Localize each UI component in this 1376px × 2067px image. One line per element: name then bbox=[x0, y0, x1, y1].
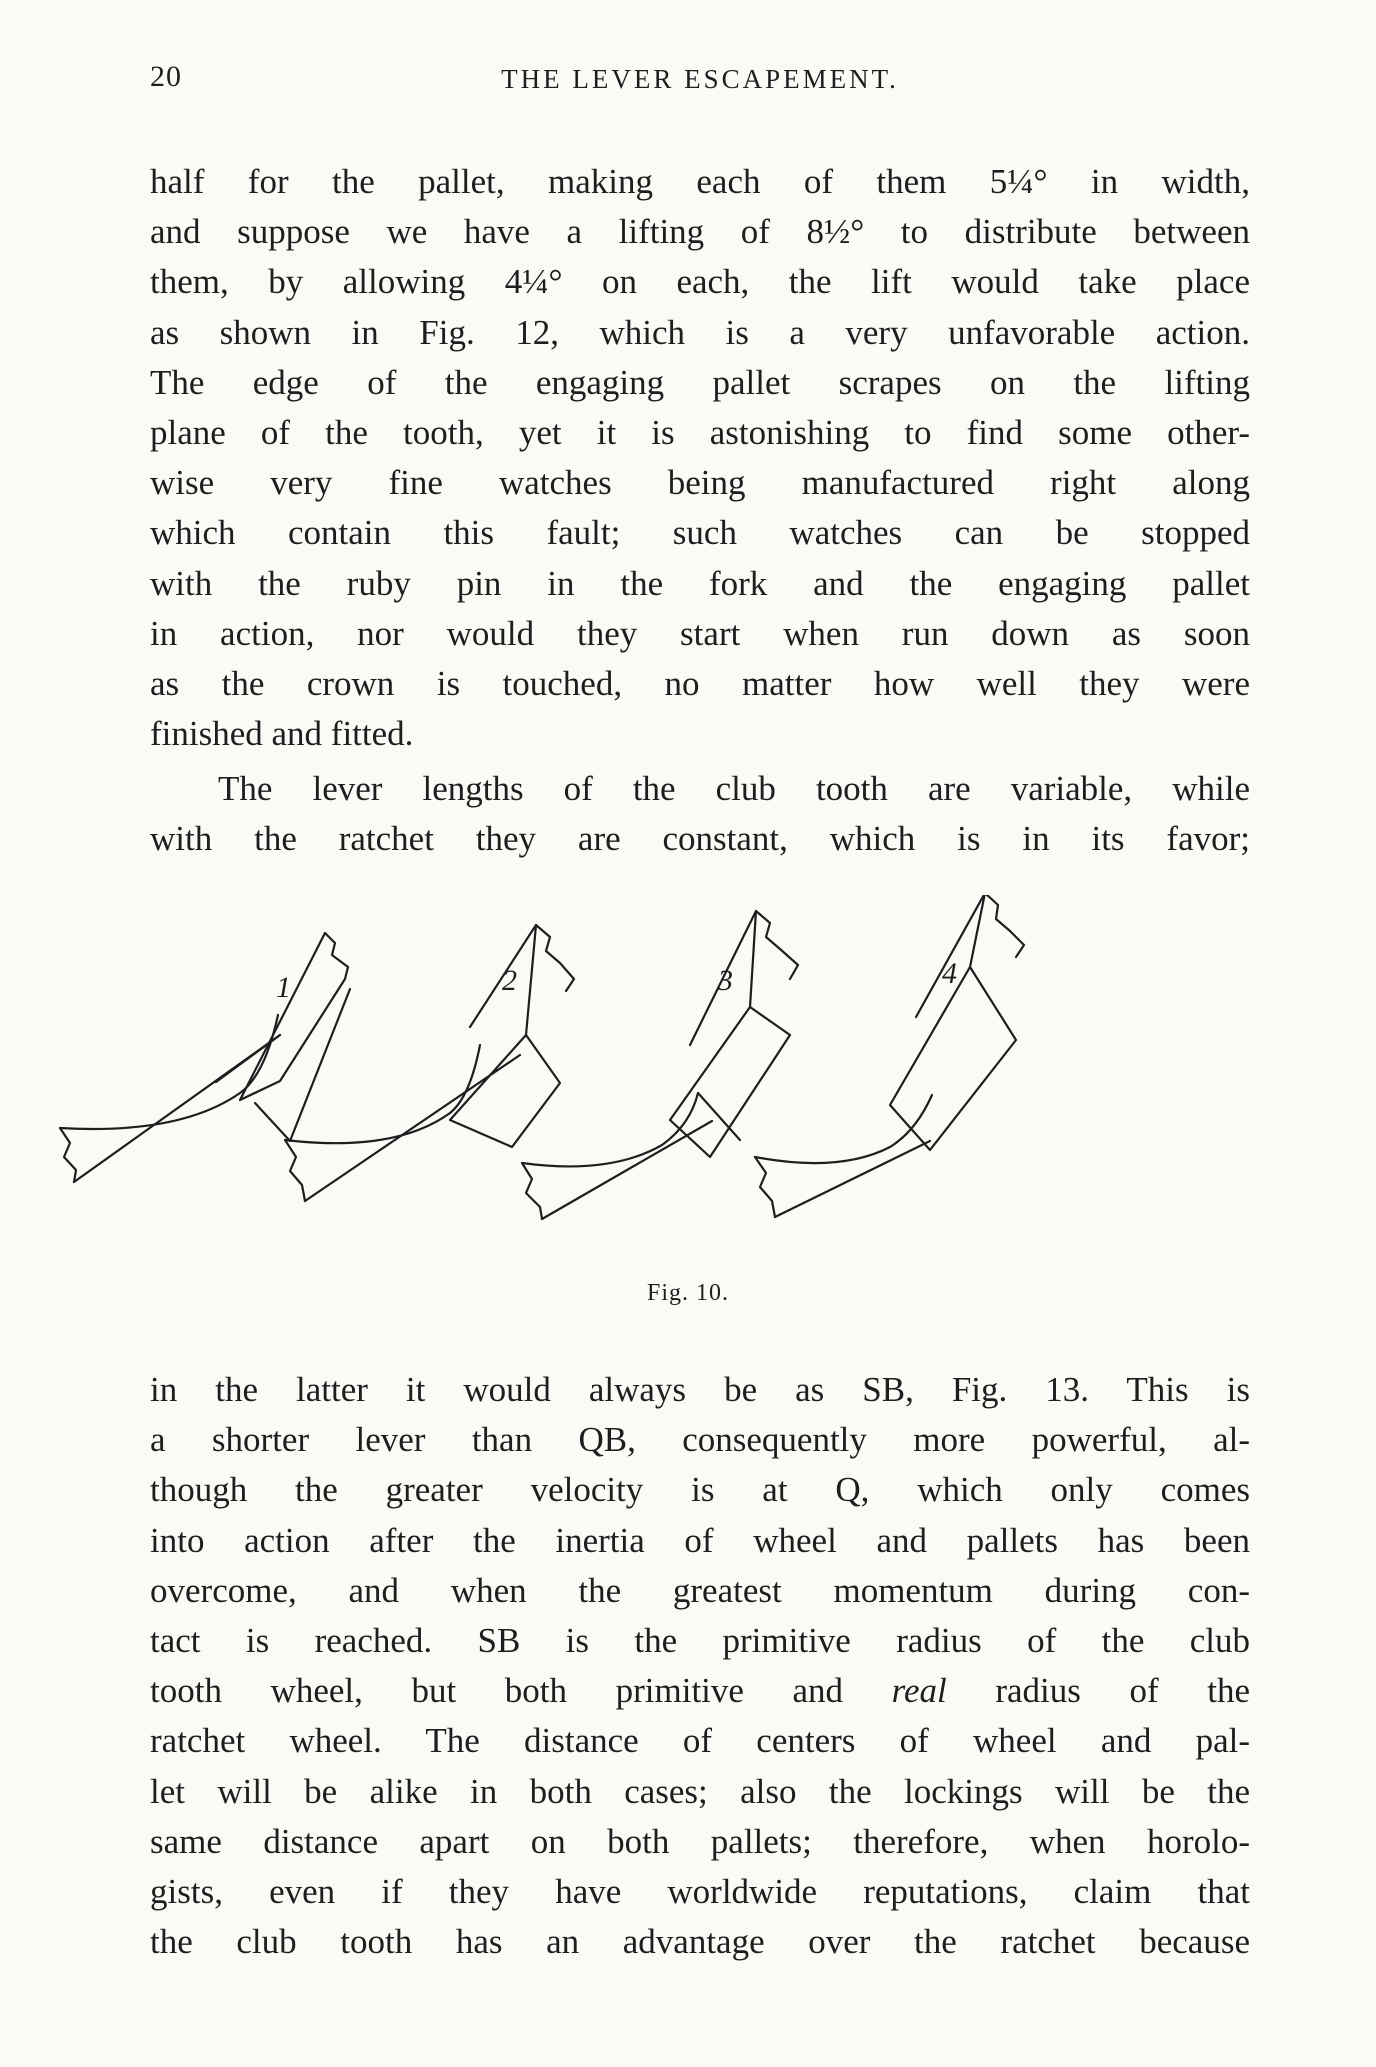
figure-label-1: 1 bbox=[276, 971, 291, 1004]
text-fragment: radius of the bbox=[946, 1671, 1250, 1711]
text-line: finished and fitted. bbox=[150, 714, 414, 754]
text-line: as shown in Fig. 12, which is a very unfavorable action. bbox=[150, 312, 1250, 352]
text-line: tact is reached. SB is the primitive radius of the club bbox=[150, 1621, 1250, 1661]
tooth-break-edge bbox=[522, 1163, 542, 1219]
text-line: gists, even if they have worldwide reputations, claim that bbox=[150, 1872, 1250, 1912]
tooth-break-edge bbox=[60, 1128, 76, 1182]
text-line: ratchet wheel. The distance of centers of wheel and pal- bbox=[150, 1721, 1250, 1761]
diagram-1 bbox=[60, 933, 350, 1182]
text-line: in action, nor would they start when run down as soon bbox=[150, 613, 1250, 653]
tooth-break-edge bbox=[755, 1157, 775, 1217]
figure-caption: Fig. 10. bbox=[646, 1280, 729, 1306]
text-line: which contain this fault; such watches can be stopped bbox=[150, 513, 1250, 553]
text-line-with-italic bbox=[150, 1666, 1250, 1716]
text-line: and suppose we have a lifting of 8½° to distribute between bbox=[150, 212, 1250, 252]
figure-10-pallet-diagrams bbox=[50, 895, 1350, 1255]
text-line: The lever lengths of the club tooth are variable, while bbox=[218, 769, 1250, 808]
contact-line bbox=[698, 1093, 740, 1140]
text-line: with the ruby pin in the fork and the engaging pallet bbox=[150, 563, 1250, 603]
tooth-curve bbox=[60, 1015, 278, 1129]
text-line: them, by allowing 4¼° on each, the lift would take place bbox=[150, 262, 1250, 302]
tooth-curve bbox=[285, 1045, 480, 1143]
text-line: into action after the inertia of wheel and pallets has been bbox=[150, 1520, 1250, 1560]
pallet-break-edge bbox=[526, 925, 574, 1035]
tooth-break-edge bbox=[285, 1140, 305, 1201]
text-line: a shorter lever than QB, consequently more powerful, al- bbox=[150, 1420, 1250, 1460]
text-line: wise very fine watches being manufactured right along bbox=[150, 463, 1250, 503]
figure-label-3: 3 bbox=[718, 964, 733, 997]
italic-word-real: real bbox=[891, 1671, 947, 1711]
text-line: let will be alike in both cases; also the lockings will be the bbox=[150, 1771, 1250, 1811]
text-line: half for the pallet, making each of them 5¼° in width, bbox=[150, 162, 1250, 201]
pallet-break-edge bbox=[750, 911, 798, 1007]
text-fragment: tooth wheel, but both primitive and bbox=[150, 1671, 892, 1711]
diagram-4 bbox=[755, 895, 1024, 1217]
diagram-2 bbox=[285, 925, 574, 1201]
text-line: though the greater velocity is at Q, which only comes bbox=[150, 1470, 1250, 1510]
text-line: plane of the tooth, yet it is astonishing to find some other- bbox=[150, 413, 1250, 453]
diagram-3 bbox=[522, 911, 798, 1219]
figure-label-2: 2 bbox=[502, 964, 517, 997]
running-head: THE LEVER ESCAPEMENT. bbox=[501, 64, 899, 94]
text-line: with the ratchet they are constant, which is in its favor; bbox=[150, 819, 1250, 859]
paragraph-3 bbox=[150, 1365, 1250, 1967]
pallet-outline bbox=[890, 967, 1016, 1150]
text-line: The edge of the engaging pallet scrapes on the lifting bbox=[150, 362, 1250, 402]
text-line: overcome, and when the greatest momentum during con- bbox=[150, 1570, 1250, 1610]
figure-label-4: 4 bbox=[942, 957, 957, 990]
text-line: same distance apart on both pallets; therefore, when horolo- bbox=[150, 1821, 1250, 1861]
paragraph-2 bbox=[150, 764, 1250, 864]
paragraph-1 bbox=[150, 157, 1250, 759]
text-line: in the latter it would always be as SB, Fig. 13. This is bbox=[150, 1370, 1250, 1409]
text-line: as the crown is touched, no matter how well they were bbox=[150, 664, 1250, 704]
tooth-lower-edge bbox=[775, 1141, 930, 1217]
tooth-curve bbox=[522, 1093, 698, 1166]
pallet-edge bbox=[255, 989, 350, 1141]
page-number: 20 bbox=[150, 60, 182, 93]
page-header bbox=[150, 60, 1250, 110]
text-line: the club tooth has an advantage over the ratchet because bbox=[150, 1922, 1250, 1962]
